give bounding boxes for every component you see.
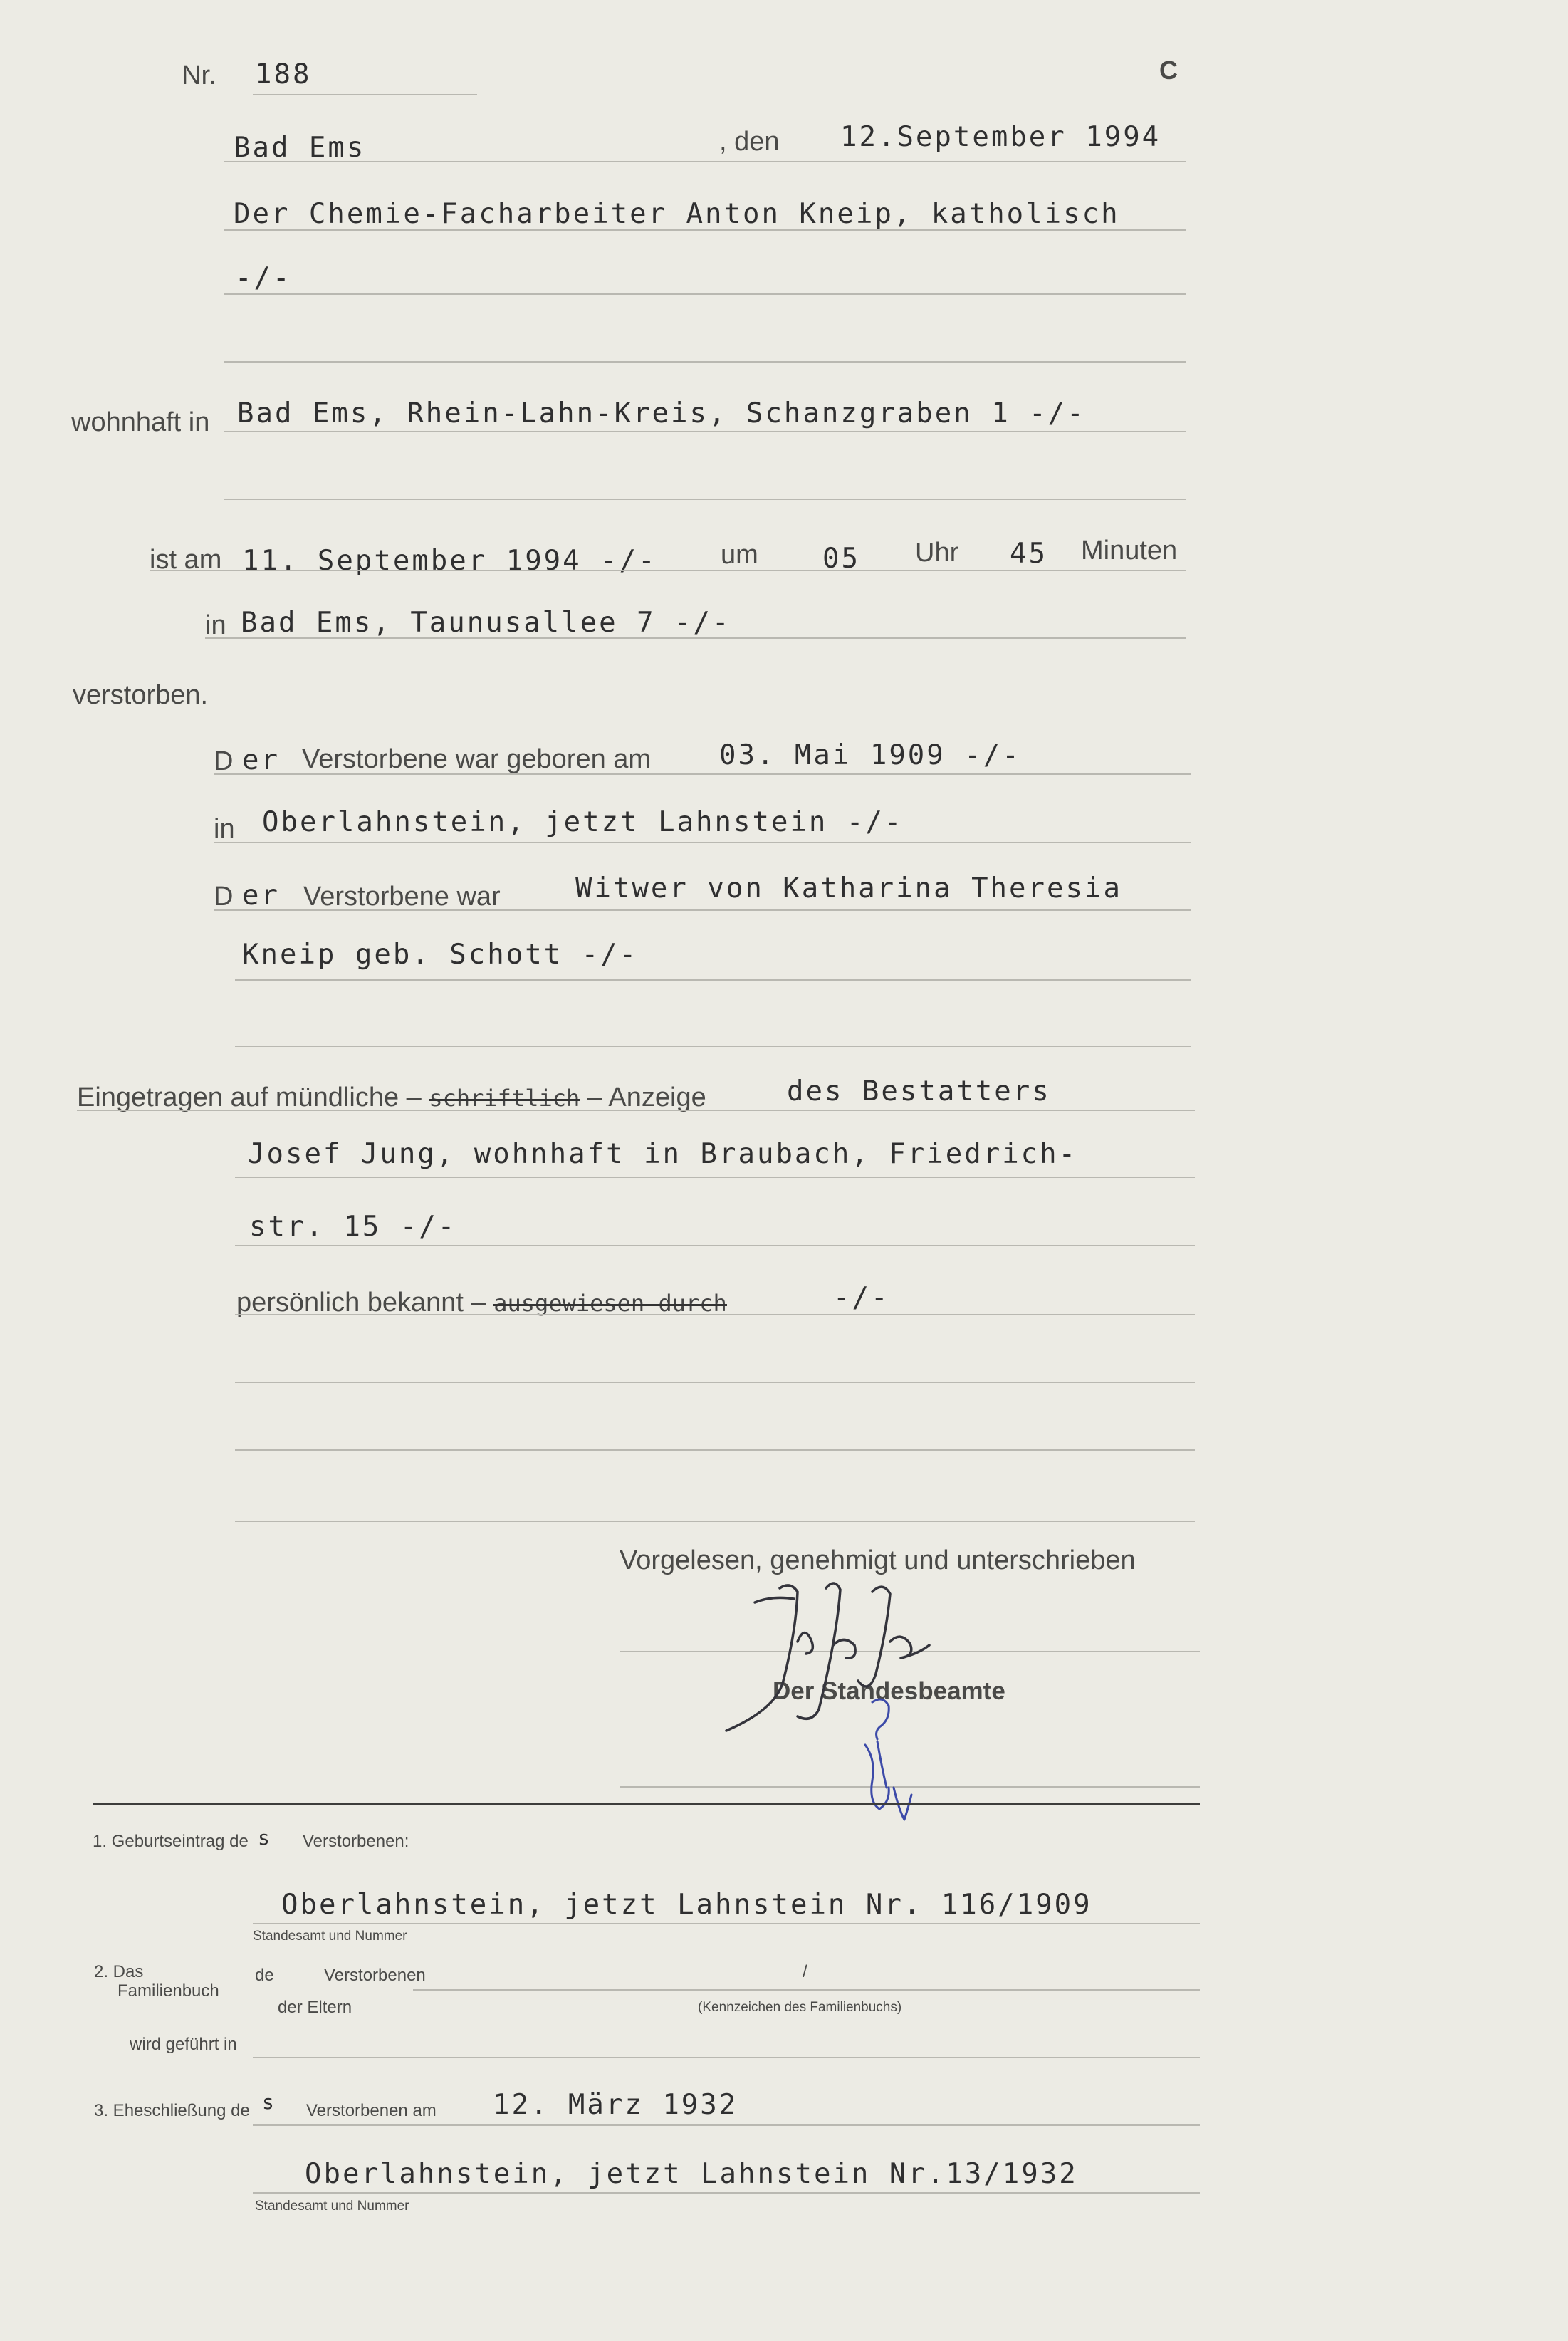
underline <box>413 1989 1200 1991</box>
underline <box>235 1314 1195 1315</box>
notice-label-prefix: Eingetragen auf mündliche – <box>77 1083 422 1112</box>
den-label: , den <box>719 127 780 157</box>
bekannt-struck: ausgewiesen durch <box>493 1290 727 1317</box>
status-er: er <box>242 880 280 912</box>
verstorbene-war-label: Verstorbene war <box>303 882 501 912</box>
item2-wird-label: wird geführt in <box>130 2035 237 2054</box>
death-minutes: 45 <box>1010 538 1047 570</box>
item1-suffix: Verstorbenen: <box>303 1832 409 1851</box>
underline <box>224 499 1186 500</box>
birth-place: Oberlahnstein, jetzt Lahnstein -/- <box>262 806 904 838</box>
bekannt-typed: -/- <box>833 1282 890 1314</box>
registrar-label: Der Standesbeamte <box>773 1677 1005 1705</box>
underline <box>150 570 1186 571</box>
item1-label: 1. Geburtseintrag de <box>93 1832 249 1851</box>
item2-label-a: 2. Das <box>94 1962 144 1981</box>
bekannt-label: persönlich bekannt – <box>236 1288 486 1318</box>
marital-status-line-1: Witwer von Katharina Theresia <box>575 872 1122 904</box>
underline <box>214 842 1191 843</box>
item3-caption: Standesamt und Nummer <box>255 2199 409 2214</box>
item2-verstorbenen: Verstorbenen <box>324 1966 426 1985</box>
underline <box>224 431 1186 432</box>
underline <box>235 1245 1195 1246</box>
informant-line-2: str. 15 -/- <box>249 1211 457 1243</box>
status-d-prefix: D <box>214 882 234 912</box>
person-line-2: -/- <box>235 262 292 294</box>
residence: Bad Ems, Rhein-Lahn-Kreis, Schanzgraben 1 -/- <box>237 397 1086 429</box>
marriage-date: 12. März 1932 <box>493 2089 738 2121</box>
birth-date: 03. Mai 1909 -/- <box>719 739 1021 771</box>
notice-label-suffix: – Anzeige <box>587 1083 706 1112</box>
underline <box>235 1382 1195 1383</box>
item1-caption: Standesamt und Nummer <box>253 1929 407 1944</box>
underline <box>205 637 1186 639</box>
underline <box>253 2057 1200 2058</box>
verstorben-label: verstorben. <box>73 680 209 710</box>
person-line-1: Der Chemie-Facharbeiter Anton Kneip, katholisch <box>234 198 1120 230</box>
ist-am-label: ist am <box>150 545 222 575</box>
underline <box>235 979 1191 981</box>
handwritten-signature <box>712 1574 954 1873</box>
item2-de: de <box>255 1966 274 1985</box>
item3-s: s <box>262 2090 276 2114</box>
item3-suffix: Verstorbenen am <box>306 2101 437 2120</box>
in-label: in <box>205 610 226 640</box>
underline <box>235 1046 1191 1047</box>
underline <box>224 229 1186 231</box>
marriage-register-entry: Oberlahnstein, jetzt Lahnstein Nr.13/1932 <box>305 2158 1078 2190</box>
underline <box>77 1110 1195 1111</box>
geboren-label: Verstorbene war geboren am <box>302 744 652 774</box>
underline <box>253 2124 1200 2126</box>
nr-underline <box>253 94 477 95</box>
marital-status-line-2: Kneip geb. Schott -/- <box>242 939 639 971</box>
register-date: 12.September 1994 <box>840 121 1161 153</box>
register-number: 188 <box>255 58 312 90</box>
birth-er: er <box>242 744 280 776</box>
underline <box>235 1449 1195 1451</box>
corner-letter: C <box>1159 56 1178 85</box>
footer-divider <box>93 1803 1200 1805</box>
notice-struck-schriftlich: schriftlich <box>429 1085 580 1112</box>
death-date: 11. September 1994 -/- <box>242 545 657 577</box>
notice-informant: des Bestatters <box>787 1075 1051 1107</box>
nr-label: Nr. <box>182 61 216 90</box>
read-approved-label: Vorgelesen, genehmigt und unterschrieben <box>620 1545 1136 1575</box>
death-place: Bad Ems, Taunusallee 7 -/- <box>241 607 731 639</box>
item1-s: s <box>258 1826 272 1850</box>
death-hour: 05 <box>822 543 860 575</box>
item2-label-b: Familienbuch <box>117 1981 219 2001</box>
item2-slash: / <box>803 1962 807 1981</box>
item2-caption: (Kennzeichen des Familienbuchs) <box>698 2000 902 2015</box>
item3-label: 3. Eheschließung de <box>94 2101 250 2120</box>
informant-line-1: Josef Jung, wohnhaft in Braubach, Friedrich- <box>248 1138 1078 1170</box>
register-place: Bad Ems <box>234 132 366 164</box>
uhr-label: Uhr <box>915 538 959 568</box>
wohnhaft-label: wohnhaft in <box>71 407 210 437</box>
underline <box>224 361 1186 363</box>
birth-in-label: in <box>214 814 235 844</box>
um-label: um <box>721 540 758 570</box>
birth-d-prefix: D <box>214 746 234 776</box>
underline <box>235 1521 1195 1522</box>
underline <box>253 1923 1200 1924</box>
minuten-label: Minuten <box>1081 536 1178 565</box>
underline <box>235 1177 1195 1178</box>
underline <box>224 293 1186 295</box>
underline <box>214 909 1191 911</box>
place-date-underline <box>224 161 1186 162</box>
underline <box>253 2192 1200 2194</box>
notice-label <box>77 1083 706 1113</box>
birth-register-entry: Oberlahnstein, jetzt Lahnstein Nr. 116/1909 <box>281 1889 1092 1921</box>
item2-eltern: der Eltern <box>278 1998 352 2017</box>
underline <box>214 773 1191 775</box>
